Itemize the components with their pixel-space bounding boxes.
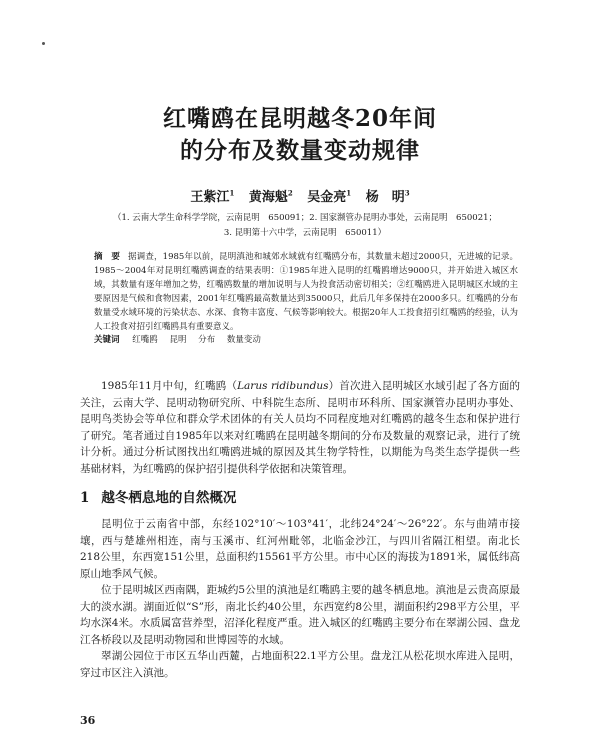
keyword: 分布 xyxy=(198,335,216,345)
section-paragraph: 翠湖公园位于市区五华山西麓，占地面积22.1平方公里。盘龙江从松花坝水库进入昆明，穿过市区注入滇池。 xyxy=(80,650,520,679)
keyword: 数量变动 xyxy=(226,335,261,345)
author: 吴金亮$^1$ xyxy=(307,188,352,205)
section-title: 越冬栖息地的自然概况 xyxy=(101,490,237,506)
abstract xyxy=(94,250,518,334)
author: 黄海魁$^2$ xyxy=(248,188,293,205)
section-heading xyxy=(80,486,236,506)
affiliation-line-2: 3. 昆明第十六中学，云南昆明 650011） xyxy=(223,228,387,238)
keyword: 昆明 xyxy=(169,335,187,345)
section-number: 1 xyxy=(80,490,90,506)
author: 杨 明$^3$ xyxy=(365,188,410,205)
intro-paragraph: 1985年11月中旬，红嘴鸥（Larus ridibundus）首次进入昆明城区水域引起了各方面的关注，云南大学、昆明动物研究所、中科院生态所、昆明市环科所、国家濒管办昆明办事处、昆明鸟类协会等单位和群众学术团体的有关人员均不同程度地对红嘴鸥的越冬生态和保护进行了研究。笔者通过自1985年以来对红嘴鸥在昆明越冬期间的分布及数量的观察记录，进行了统计分析。通过分析试图找出红嘴鸥进城的原因及其生物学特性，以期能为鸟类生态学提供一些基础材料，为红嘴鸥的保护招引提供科学依据和决策管理。 xyxy=(80,380,520,475)
abstract-label: 摘 要 xyxy=(94,252,120,262)
author: 王紫江$^1$ xyxy=(190,188,235,205)
keyword: 红嘴鸥 xyxy=(132,335,158,345)
species-name: Larus ridibundus xyxy=(237,380,329,392)
section-paragraph: 昆明位于云南省中部，东经102°10′～103°41′，北纬24°24′～26°22′。东与曲靖市接壤，西与楚雄州相连，南与玉溪市、红河州毗邻，北临金沙江，与四川省隔江相望。南北长218公里，东西宽151公里，总面积约15561平方公里。市中心区的海拔为1891米，属低纬高原山地季风气候。 xyxy=(80,518,520,580)
scan-speck xyxy=(42,42,45,45)
section-body xyxy=(80,516,520,681)
title-line-2: 的分布及数量变动规律 xyxy=(180,137,420,164)
keywords xyxy=(94,334,518,347)
affiliation-line-1: （1. 云南大学生命科学学院，云南昆明 650091；2. 国家濒管办昆明办事处，云南昆明 650021； xyxy=(112,213,498,223)
introduction xyxy=(80,378,520,477)
author-list xyxy=(0,186,600,205)
page-number: 36 xyxy=(80,714,96,727)
keywords-label: 关键词 xyxy=(94,335,120,345)
title-line-1: 红嘴鸥在昆明越冬20年间 xyxy=(162,105,437,132)
section-paragraph: 位于昆明城区西南隅，距城约5公里的滇池是红嘴鸥主要的越冬栖息地。滇池是云贵高原最大的淡水湖。湖面近似“S”形，南北长约40公里，东西宽约8公里，湖面积约298平方公里，平均水深4米。水质属富营养型，沼泽化程度严重。进入城区的红嘴鸥主要分布在翠湖公园、盘龙江各桥段以及昆明动物园和世博园等的水域。 xyxy=(80,584,520,646)
abstract-text: 据调查，1985年以前，昆明滇池和城郊水域就有红嘴鸥分布，其数量未超过2000只，无进城的记录。1985～2004年对昆明红嘴鸥调查的结果表明：①1985年进入昆明的红嘴鸥增达9000只，并开始进入城区水域，其数量有逐年增加之势，红嘴鸥数量的增加说明与人为投食活动密切相关；②红嘴鸥进入昆明城区水域的主要原因是气候和食物因素，2001年红嘴鸥最高数量达到35000只，此后几年多保持在2000多只。红嘴鸥的分布数量受水域环境的污染状态、水深、食物丰富度、气候等影响较大。根据20年人工投食招引红嘴鸥的经验，认为人工投食对招引红嘴鸥具有重要意义。 xyxy=(94,252,518,332)
